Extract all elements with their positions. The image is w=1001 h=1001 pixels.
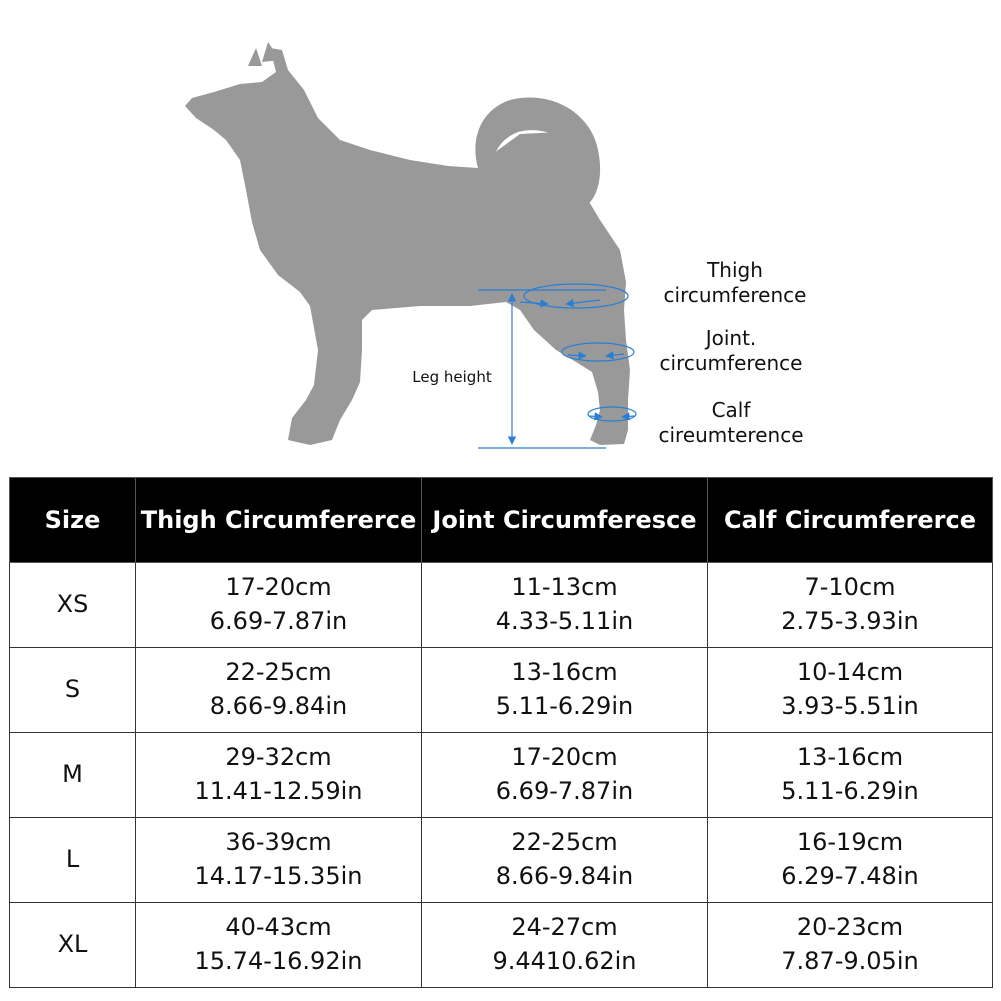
size-cell: S [10, 648, 136, 733]
thigh-cell: 29-32cm 11.41-12.59in [136, 733, 422, 818]
size-cell: XS [10, 563, 136, 648]
dog-silhouette-illustration [0, 0, 1001, 465]
table-row [10, 818, 993, 903]
calf-cell: 13-16cm 5.11-6.29in [708, 733, 993, 818]
joint-cell: 13-16cm 5.11-6.29in [422, 648, 708, 733]
header-thigh: Thigh Circumfererce [136, 478, 422, 563]
joint-cell: 22-25cm 8.66-9.84in [422, 818, 708, 903]
header-joint: Joint Circumferesce [422, 478, 708, 563]
size-cell: L [10, 818, 136, 903]
calf-cell: 16-19cm 6.29-7.48in [708, 818, 993, 903]
table-row [10, 648, 993, 733]
header-size: Size [10, 478, 136, 563]
thigh-circumference-label [640, 258, 830, 308]
thigh-cell: 36-39cm 14.17-15.35in [136, 818, 422, 903]
leg-height-label: Leg height [412, 368, 492, 386]
joint-cell: 11-13cm 4.33-5.11in [422, 563, 708, 648]
table-header-row [10, 478, 993, 563]
size-cell: XL [10, 903, 136, 988]
thigh-label-line1: Thigh [707, 258, 763, 282]
dog-measurement-diagram [0, 0, 1001, 465]
joint-cell: 24-27cm 9.4410.62in [422, 903, 708, 988]
table-row [10, 563, 993, 648]
header-calf: Calf Circumfererce [708, 478, 993, 563]
calf-cell: 10-14cm 3.93-5.51in [708, 648, 993, 733]
joint-label-line1: Joint. [705, 326, 757, 350]
thigh-cell: 22-25cm 8.66-9.84in [136, 648, 422, 733]
joint-circumference-label [636, 326, 826, 376]
table-row [10, 733, 993, 818]
joint-label-line2: circumference [659, 351, 803, 375]
thigh-label-line2: circumference [663, 283, 807, 307]
calf-label-line1: Calf [711, 398, 751, 422]
size-table [9, 477, 993, 988]
table-row [10, 903, 993, 988]
thigh-cell: 17-20cm 6.69-7.87in [136, 563, 422, 648]
calf-circumference-label [636, 398, 826, 448]
thigh-cell: 40-43cm 15.74-16.92in [136, 903, 422, 988]
calf-cell: 20-23cm 7.87-9.05in [708, 903, 993, 988]
calf-label-line2: cireumterence [658, 423, 804, 447]
calf-cell: 7-10cm 2.75-3.93in [708, 563, 993, 648]
joint-cell: 17-20cm 6.69-7.87in [422, 733, 708, 818]
size-cell: M [10, 733, 136, 818]
